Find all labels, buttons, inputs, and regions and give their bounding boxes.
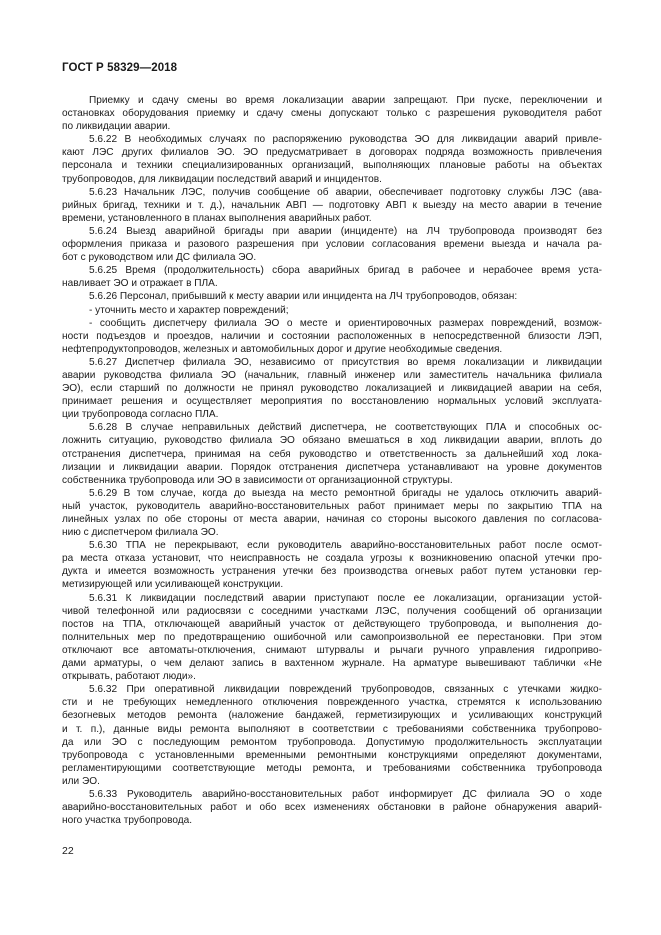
text-line: 5.6.25 Время (продолжительность) сбора аварийных бригад в рабочее и нерабочее время уста- <box>89 265 602 277</box>
text-line: ЭО), если старший по должности не принял руководство локализацией и ликвидацией аварии на себя, <box>62 383 602 395</box>
text-line: 5.6.32 При оперативной ликвидации повреждений трубопроводов, связанных с утечками жидко- <box>89 684 602 696</box>
text-line: ции трубопровода согласно ПЛА. <box>62 409 219 421</box>
body-text <box>62 94 602 827</box>
text-line: ложнить ситуацию, руководство филиала ЭО обязано вмешаться в ход ликвидации аварии, вплоть до <box>62 435 602 447</box>
text-line: или ЭО. <box>62 775 100 787</box>
text-line: открывать, работают люди». <box>62 671 196 683</box>
text-line: трубопровода с установленными временными ремонтными конструкциями определяют документами, <box>62 749 602 761</box>
text-line: 5.6.33 Руководитель аварийно-восстановительных работ информирует ДС филиала ЭО о ходе <box>89 788 602 800</box>
text-line: метизирующей или усиливающей конструкции. <box>62 579 284 591</box>
text-line: 5.6.27 Диспетчер филиала ЭО, независимо от присутствия во время локализации и ликвидации <box>89 356 602 368</box>
text-line: 5.6.26 Персонал, прибывший к месту аварии или инцидента на ЛЧ трубопроводов, обязан: <box>89 291 518 303</box>
text-line: навливает ЭО и отражает в ПЛА. <box>62 278 218 290</box>
text-line: ного участка трубопровода. <box>62 815 193 827</box>
text-line: 5.6.24 Выезд аварийной бригады при аварии (инциденте) на ЛЧ трубопровода производят без <box>89 225 602 237</box>
text-line: 5.6.28 В случае неправильных действий диспетчера, не соответствующих ПЛА и способных ос- <box>89 422 602 434</box>
text-line: 5.6.31 К ликвидации последствий аварии приступают после ее локализации, организации устой- <box>89 592 602 604</box>
text-line: - сообщить диспетчеру филиала ЭО о месте и ориентировочных размерах повреждений, возмож- <box>89 317 602 329</box>
text-line: регламентирующими соответствующие методы ремонта, и требованиями собственника трубопровода <box>62 762 602 774</box>
text-line: трубопроводов, для ликвидации последствий аварий и инцидентов. <box>62 173 382 185</box>
text-line: аварийно-восстановительных работ и обо всех изменениях обстановки в районе обнаружения аварий- <box>62 802 602 814</box>
text-line: ный участок, руководитель аварийно-восстановительных работ принимает меры по закрытию ТПА на <box>62 500 602 512</box>
text-line: лизации и ликвидации аварии. Порядок отстранения диспетчера устанавливают на уровне документов <box>62 461 602 473</box>
text-line: безогневых методов ремонта (наложение бандажей, герметизирующих и усиливающих конструкций <box>62 710 602 722</box>
text-line: 5.6.22 В необходимых случаях по распоряжению руководства ЭО для ликвидации аварий привле- <box>89 134 602 146</box>
text-line: по ликвидации аварии. <box>62 121 171 133</box>
text-line: - уточнить место и характер повреждений; <box>89 304 289 316</box>
text-line: постов на ТПА, отключающей аварийный участок от действующего трубопровода, и выполнения до- <box>62 618 602 630</box>
text-line: собственника трубопровода или ЭО в зависимости от организационной структуры. <box>62 474 453 486</box>
text-line: чивой телефонной или радиосвязи с соседними участками ЛЭС, получения сообщений об организации <box>62 605 602 617</box>
standard-header: ГОСТ Р 58329—2018 <box>62 62 178 74</box>
text-line: отключают все автоматы-отключения, снимают штурвалы и рычаги ручного управления гидроприво- <box>62 644 602 656</box>
text-line: ности подъездов и проездов, наличии и состоянии расположенных в непосредственной близости ЛЭП, <box>62 330 602 342</box>
text-line: принимает решения и осуществляет мероприятия по восстановлению нормальных условий эксплуата- <box>62 396 602 408</box>
text-line: дами арматуры, о чем делают запись в вахтенном журнале. На арматуре вывешивают таблички «Не <box>62 658 602 670</box>
text-line: 5.6.29 В том случае, когда до выезда на место ремонтной бригады не удалось отключить аварий- <box>89 487 602 499</box>
text-line: времени, установленного в планах выполнения аварийных работ. <box>62 212 372 224</box>
text-line: ра места отказа установит, что неисправность не создала угрозы к возникновению опасной утечки про- <box>62 553 602 565</box>
text-line: аварии руководства филиала ЭО (начальник, главный инженер или заместитель начальника филиала <box>62 369 602 381</box>
page-number: 22 <box>62 845 74 857</box>
text-line: остановках оборудования приемку и сдачу смены допускают только с разрешения руководителя работ <box>62 108 602 120</box>
text-line: полнительных мер по предотвращению ошибочной или самопроизвольной ее перестановки. При этом <box>62 631 602 643</box>
text-line: 5.6.30 ТПА не перекрывают, если руководитель аварийно-восстановительных работ после осмот- <box>89 540 602 552</box>
text-line: нефтепродуктопроводов, железных и автомобильных дорог и другие необходимые сведения. <box>62 343 503 355</box>
text-line: отстранения диспетчера, принимая на себя руководство и ответственность за дальнейший ход лока- <box>62 448 602 460</box>
text-line: кают ЛЭС других филиалов ЭО. ЭО предусматривает в договорах подряда возможность привлечения <box>62 147 602 159</box>
text-line: 5.6.23 Начальник ЛЭС, получив сообщение об аварии, обеспечивает подготовку службы ЛЭС (ава- <box>89 186 602 198</box>
text-line: бот с руководством или ДС филиала ЭО. <box>62 252 257 264</box>
text-line: сти и не требующих немедленного отключения поврежденного участка, стремятся к использованию <box>62 697 602 709</box>
text-line: линейных узлах по обе стороны от места аварии, начиная со стороны высокого давления по согласова- <box>62 514 602 525</box>
text-line: и т. п.), данные виды ремонта выполняют в соответствии с требованиями собственника трубопрово- <box>62 723 602 735</box>
text-line: оформления приказа и разового разрешения при условии согласования времени выезда и начала ра- <box>62 239 602 251</box>
text-line: да или ЭО с последующим ремонтом трубопровода. Допустимую продолжительность эксплуатации <box>62 736 602 748</box>
text-line: Приемку и сдачу смены во время локализации аварии запрещают. При пуске, переключении и <box>89 95 602 106</box>
text-line: рийных бригад, техники и т. д.), начальник АВП — подготовку АВП к выезду на место аварии в течение <box>62 199 602 211</box>
text-line: нию с диспетчером филиала ЭО. <box>62 527 219 539</box>
text-line: персонала и техники специализированных организаций, выполняющих плановые работы на объектах <box>62 160 602 172</box>
text-line: дукта и имеется возможность устранения утечки без производства огневых работ путем установки гер- <box>62 566 602 578</box>
